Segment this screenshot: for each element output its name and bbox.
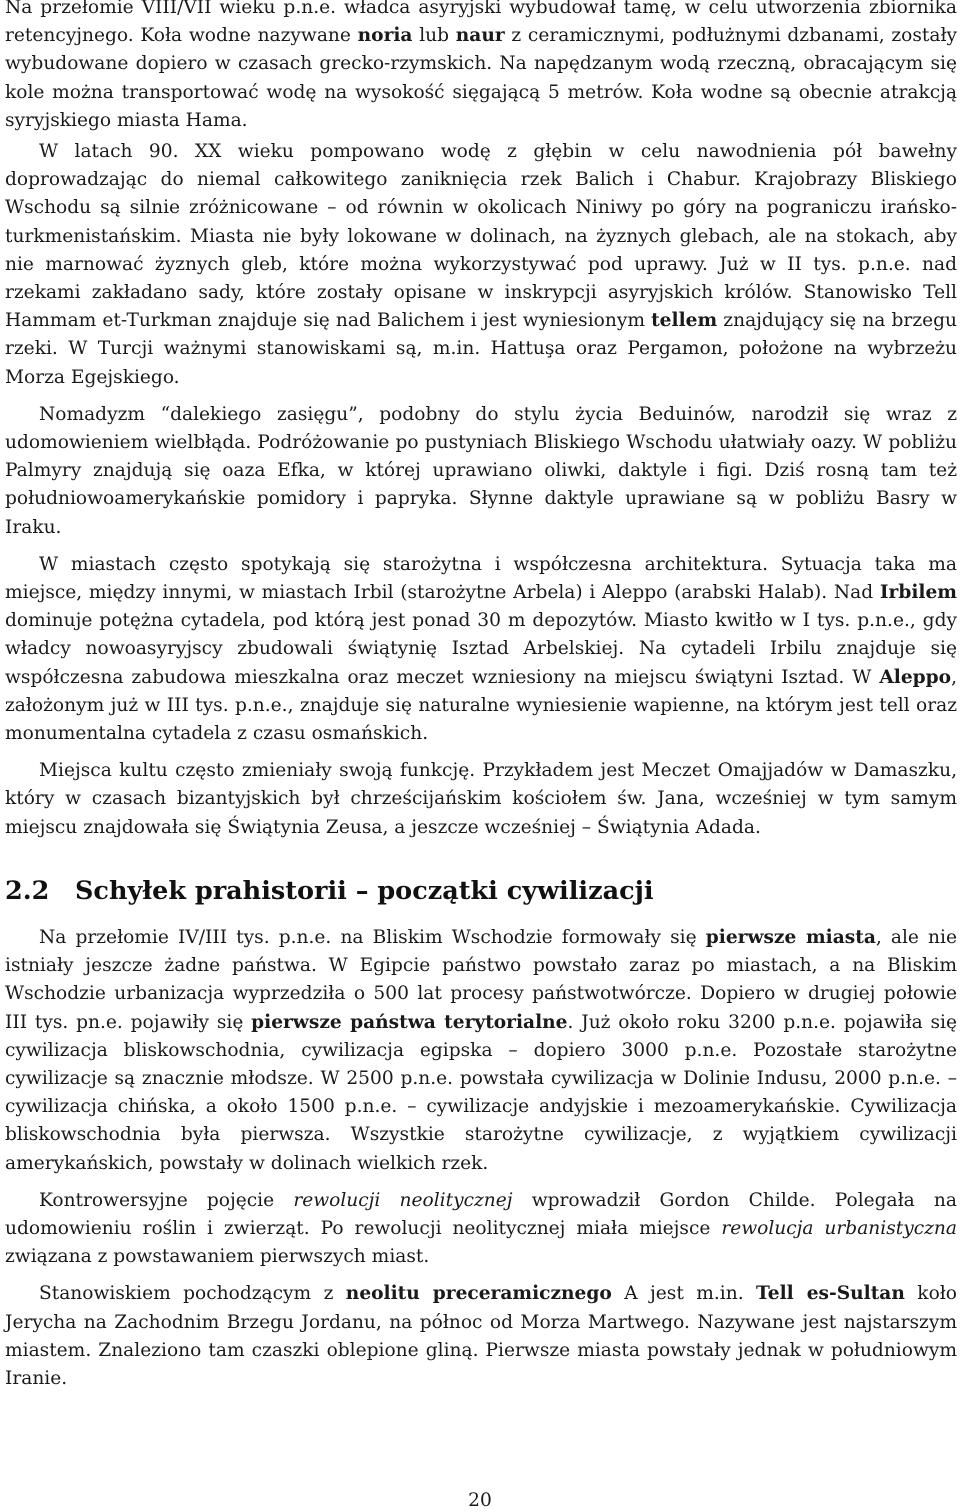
paragraph-landscapes	[5, 138, 957, 392]
bold-term-naur: naur	[455, 25, 505, 47]
italic-term-urban-revolution: rewolucja urbanistyczna	[721, 1217, 957, 1239]
bold-term-irbil: Irbilem	[879, 582, 957, 604]
bold-term-territorial-states: pierwsze państwa terytorialne	[251, 1011, 568, 1033]
paragraph-water-wheels	[5, 0, 957, 135]
text-run: W latach 90. XX wieku pompowano wodę z głębin w celu nawodnienia pół bawełny doprowadzając do niemal całkowitego zaniknięcia rzek Balich i Chabur. Krajobrazy Bliskiego Wschodu są silnie zróżnicowane – od równin w okolicach Niniwy po góry na pograniczu irańsko-turkmenistańskim. Miasta nie były lokowane w dolinach, na żyznych glebach, ale na stokach, aby nie marnować żyznych gleb, które można wykorzystywać pod uprawy. Już w II tys. p.n.e. nad rzekami zakładano sady, które zostały opisane w inskrypcji asyryjskich królów. Stanowisko Tell Hammam et-Turkman znajduje się nad Balichem i jest wyniesionym	[5, 141, 957, 332]
bold-term-tell: tellem	[651, 310, 718, 332]
bold-term-noria: noria	[357, 25, 413, 47]
bold-term-aleppo: Aleppo	[879, 666, 952, 688]
text-run: A jest m.in.	[611, 1283, 757, 1305]
text-run: Na przełomie IV/III tys. p.n.e. na Bliskim Wschodzie formowały się	[39, 926, 706, 948]
text-run: związana z powstawaniem pierwszych miast.	[5, 1246, 430, 1268]
bold-term-pre-pottery-neolithic: neolitu preceramicznego	[345, 1283, 612, 1305]
document-page	[5, 0, 957, 1393]
text-run: , ale nie istniały jeszcze żadne państwa. W Egipcie państwo powstało zaraz po miastach, a na Bliskim Wschodzie urbanizacja wyprzedziła o 500 lat procesy państwotwórcze. Dopiero w drugiej połowie III tys. pn.e. pojawiły się	[5, 926, 957, 1033]
text-run: Stanowiskiem pochodzącym z	[39, 1283, 346, 1305]
paragraph-tell-es-sultan	[5, 1280, 957, 1393]
text-run: dominuje potężna cytadela, pod którą jest ponad 30 m depozytów. Miasto kwitło w I tys. p.n.e., gdy władcy nowoasyryjscy zbudowali świątynię Isztad Arbelskiej. Na cytadeli Irbilu znajduje się współczesna zabudowa mieszkalna oraz meczet wzniesiony na miejscu świątyni Isztad. W	[5, 610, 957, 688]
text-run: koło Jerycha na Zachodnim Brzegu Jordanu, na północ od Morza Martwego. Nazywane jest najstarszym miastem. Znaleziono tam czaszki oblepione gliną. Pierwsze miasta powstały jednak w południowym Iranie.	[5, 1283, 957, 1389]
bold-term-tell-es-sultan: Tell es-Sultan	[756, 1283, 905, 1305]
text-run: Miejsca kultu często zmieniały swoją funkcję. Przykładem jest Meczet Omajjadów w Damaszku, który w czasach bizantyjskich był chrześcijańskim kościołem św. Jana, wcześniej w tym samym miejscu znajdowała się Świątynia Zeusa, a jeszcze wcześniej – Świątynia Adada.	[5, 760, 957, 838]
paragraph-first-cities	[5, 924, 957, 1178]
paragraph-places-of-worship	[5, 757, 957, 842]
text-run: . Już około roku 3200 p.n.e. pojawiła się cywilizacja bliskowschodnia, cywilizacja egipska – dopiero 3000 p.n.e. Pozostałe starożytne cywilizacje są znacznie młodsze. W 2500 p.n.e. powstała cywilizacja w Dolinie Indusu, 2000 p.n.e. – cywilizacja chińska, a około 1500 p.n.e. – cywilizacje andyjskie i mezoamerykańskie. Cywilizacja bliskowschodnia była pierwsza. Wszystkie starożytne cywilizacje, z wyjątkiem cywilizacji amerykańskich, powstały w dolinach wielkich rzek.	[5, 1011, 958, 1174]
text-run: Na przełomie VIII/VII wieku p.n.e. władca asyryjski wybudował tamę, w celu utworzenia zbiornika retencyjnego. Koła wodne nazywane	[5, 0, 957, 47]
text-run: lub	[412, 25, 456, 47]
italic-term-neolithic-revolution: rewolucji neolitycznej	[293, 1189, 513, 1211]
text-run: znajdujący się na brzegu rzeki. W Turcji ważnymi stanowiskami są, m.in. Hattuşa oraz Pergamon, położone na wybrzeżu Morza Egejskiego.	[5, 310, 957, 388]
text-run: z ceramicznymi, podłużnymi dzbanami, zostały wybudowane dopiero w czasach grecko-rzymskich. Na napędzanym wodą rzeczną, obracającym się kole można transportować wodę na wysokość sięgającą 5 metrów. Koła wodne są obecnie atrakcją syryjskiego miasta Hama.	[5, 25, 957, 131]
page-number: 20	[468, 1490, 492, 1511]
section-heading	[5, 875, 957, 907]
text-run: Nomadyzm “dalekiego zasięgu”, podobny do stylu życia Beduinów, narodził się wraz z udomowieniem wielbłąda. Podróżowanie po pustyniach Bliskiego Wschodu ułatwiały oazy. W pobliżu Palmyry znajdują się oaza Efka, w której uprawiano oliwki, daktyle i figi. Dziś rosną tam też południowoamerykańskie pomidory i papryka. Słynne daktyle uprawiane są w pobliżu Basry w Iraku.	[5, 403, 957, 538]
section-title: Schyłek prahistorii – początki cywilizacji	[75, 875, 654, 906]
paragraph-neolithic-revolution	[5, 1187, 957, 1272]
paragraph-architecture	[5, 551, 957, 748]
section-number: 2.2	[5, 875, 50, 906]
text-run: W miastach często spotykają się starożytna i współczesna architektura. Sytuacja taka ma miejsce, między innymi, w miastach Irbil (starożytne Arbela) i Aleppo (arabski Halab). Nad	[5, 553, 957, 604]
text-run: Kontrowersyjne pojęcie	[39, 1189, 294, 1211]
text-run: wprowadził Gordon Childe. Polegała na udomowieniu roślin i zwierząt. Po rewolucji neolitycznej miała miejsce	[5, 1189, 957, 1239]
bold-term-first-cities: pierwsze miasta	[705, 926, 876, 948]
paragraph-nomadism	[5, 401, 957, 542]
text-run: , założonym już w III tys. p.n.e., znajduje się naturalne wyniesienie wapienne, na którym jest tell oraz monumentalna cytadela z czasu osmańskich.	[5, 666, 957, 745]
